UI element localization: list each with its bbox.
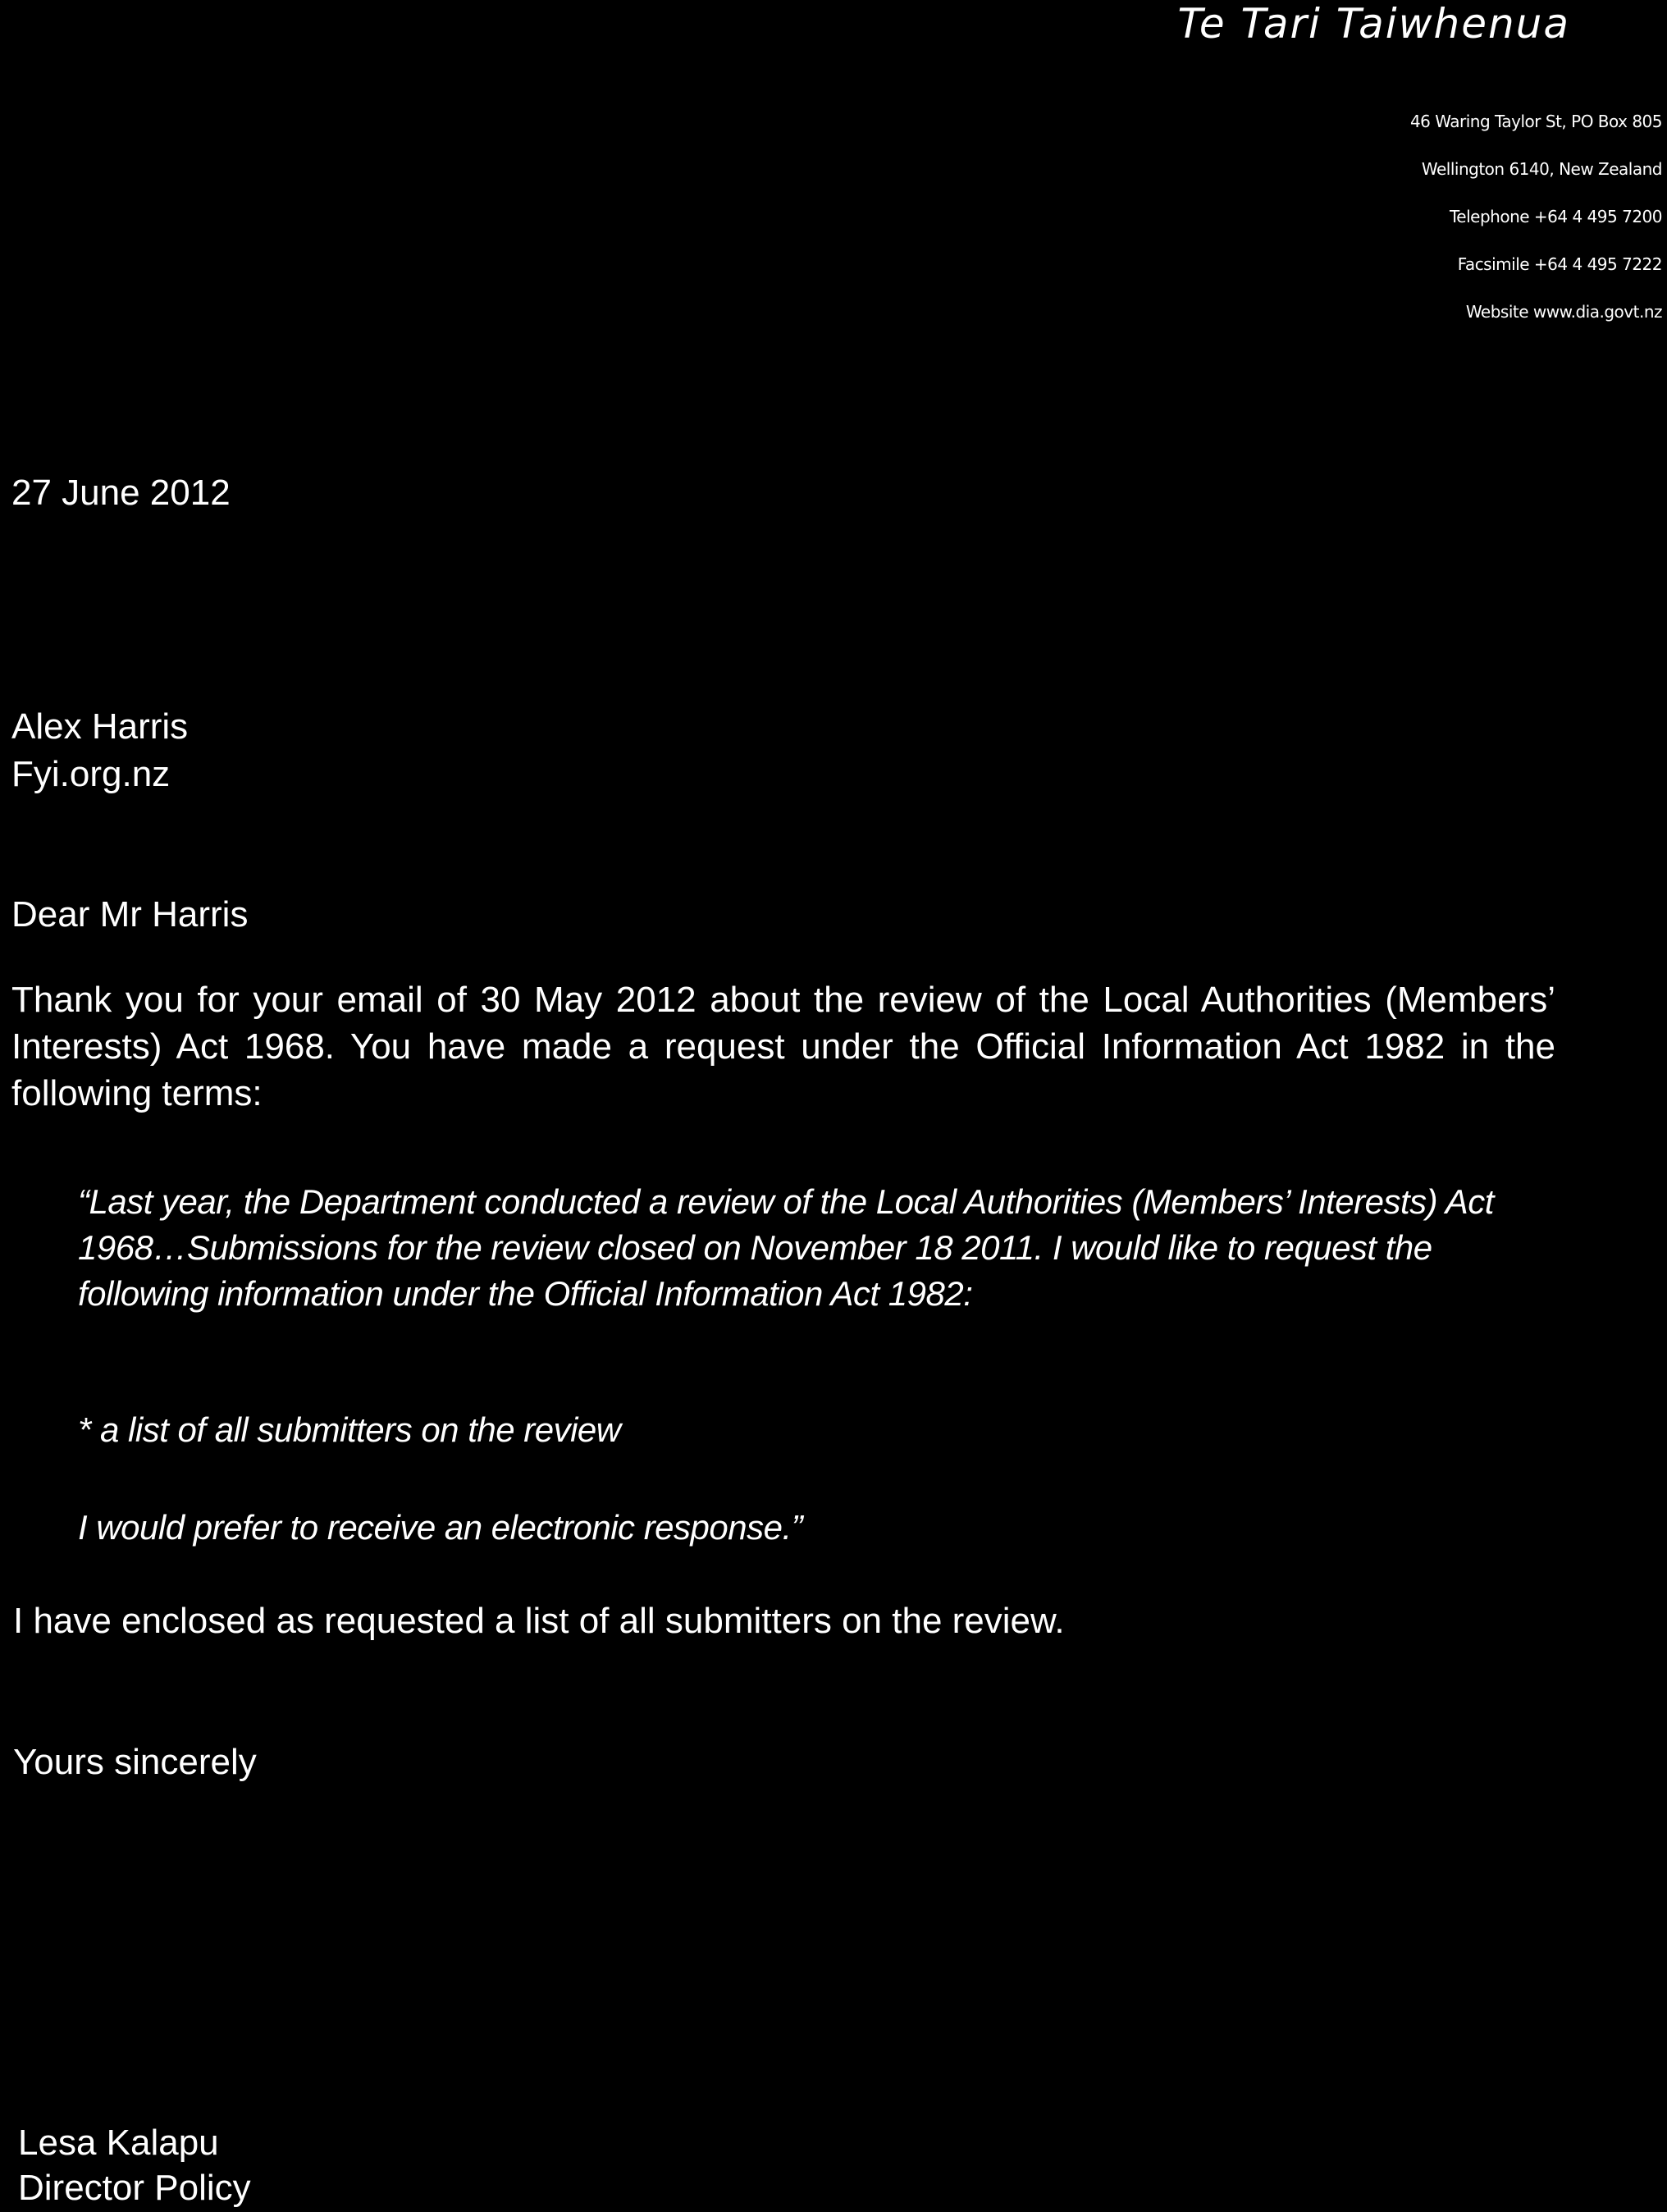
address-line-telephone: Telephone +64 4 495 7200	[1449, 207, 1662, 226]
recipient-organisation: Fyi.org.nz	[11, 754, 171, 794]
letter-date: 27 June 2012	[11, 473, 231, 513]
signatory-title: Director Policy	[18, 2168, 251, 2208]
address-line-street: 46 Waring Taylor St, PO Box 805	[1409, 112, 1662, 131]
quoted-closing: I would prefer to receive an electronic response.”	[78, 1508, 803, 1547]
address-line-website: Website www.dia.govt.nz	[1465, 302, 1662, 322]
signatory-name: Lesa Kalapu	[18, 2123, 219, 2163]
address-line-facsimile: Facsimile +64 4 495 7222	[1457, 254, 1662, 274]
quoted-bullet: * a list of all submitters on the review	[78, 1410, 621, 1449]
response-text: I have enclosed as requested a list of all submitters on the review.	[13, 1601, 1065, 1641]
salutation: Dear Mr Harris	[11, 894, 249, 935]
intro-paragraph: Thank you for your email of 30 May 2012 about the review of the Local Authorities (Members’ Interests) Act 1968. You have made a request under the Official Information Act 1982 in the following terms:	[11, 980, 1555, 1113]
recipient-name: Alex Harris	[11, 706, 189, 747]
quoted-request: “Last year, the Department conducted a review of the Local Authorities (Members’ Interests) Act 1968…Submissions for the review closed on November 18 2011. I would like to request the following information under the Official Information Act 1982:	[78, 1182, 1494, 1313]
signoff: Yours sincerely	[13, 1742, 257, 1782]
letterhead-title: Te Tari Taiwhenua	[1177, 0, 1570, 48]
address-line-city: Wellington 6140, New Zealand	[1421, 159, 1662, 179]
